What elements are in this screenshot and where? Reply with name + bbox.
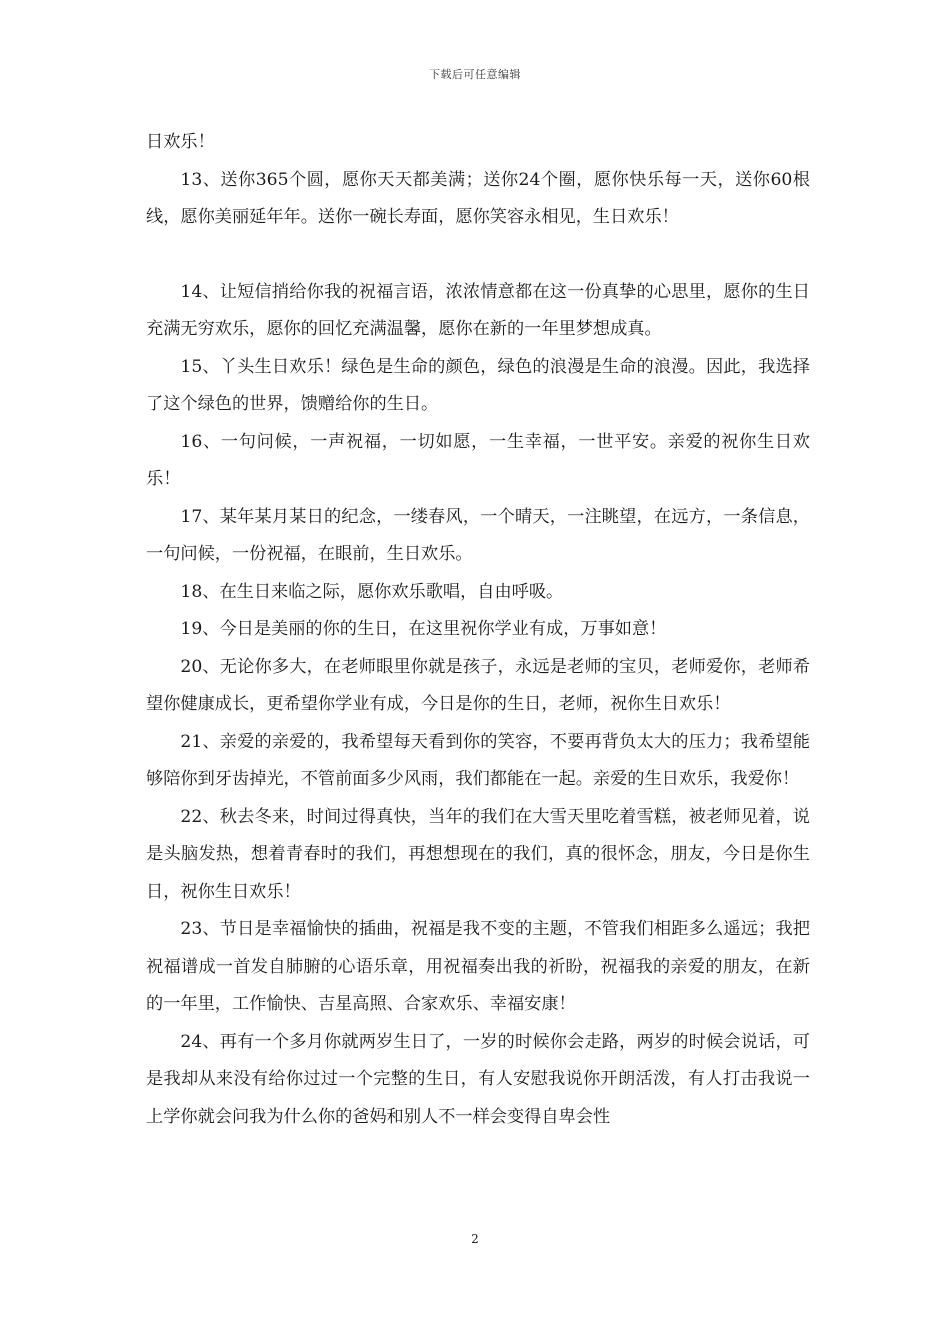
- paragraph-15: 15、丫头生日欢乐！绿色是生命的颜色，绿色的浪漫是生命的浪漫。因此，我选择了这个绿色的世界，馈赠给你的生日。: [146, 356, 810, 414]
- page-number: 2: [471, 1232, 479, 1246]
- paragraph-23: 23、节日是幸福愉快的插曲，祝福是我不变的主题，不管我们相距多么遥远；我把祝福谱成一首发自肺腑的心语乐章，用祝福奏出我的祈盼，祝福我的亲爱的朋友，在新的一年里，工作愉快、吉星高照、合家欢乐、幸福安康！: [146, 919, 810, 1014]
- paragraph-22: 22、秋去冬来，时间过得真快，当年的我们在大雪天里吃着雪糕，被老师见着，说是头脑发热，想着青春时的我们，再想想现在的我们，真的很怀念，朋友，今日是你生日，祝你生日欢乐！: [146, 806, 810, 902]
- paragraph-continuation: 日欢乐！: [146, 132, 215, 152]
- paragraph-19: 19、今日是美丽的你的生日，在这里祝你学业有成，万事如意！: [180, 619, 667, 639]
- paragraph-21: 21、亲爱的亲爱的，我希望每天看到你的笑容，不要再背负太大的压力；我希望能够陪你到牙齿掉光，不管前面多少风雨，我们都能在一起。亲爱的生日欢乐，我爱你！: [146, 731, 810, 789]
- document-body: [146, 124, 810, 1136]
- paragraph-18: 18、在生日来临之际，愿你欢乐歌唱，自由呼吸。: [180, 581, 564, 602]
- page-header-note: 下载后可任意编辑: [429, 68, 521, 81]
- paragraph-20: 20、无论你多大，在老师眼里你就是孩子，永远是老师的宝贝，老师爱你，老师希望你健康成长，更希望你学业有成，今日是你的生日，老师，祝你生日欢乐！: [146, 656, 810, 714]
- paragraph-17: 17、某年某月某日的纪念，一缕春风，一个晴天，一注眺望，在远方，一条信息，一句问候，一份祝福，在眼前，生日欢乐。: [146, 506, 810, 564]
- paragraph-16: 16、一句问候，一声祝福，一切如愿，一生幸福，一世平安。亲爱的祝你生日欢乐！: [146, 431, 810, 489]
- paragraph-14: 14、让短信捎给你我的祝福言语，浓浓情意都在这一份真挚的心思里，愿你的生日充满无穷欢乐，愿你的回忆充满温馨，愿你在新的一年里梦想成真。: [146, 281, 810, 339]
- paragraph-13: 13、送你365个圆，愿你天天都美满；送你24个圈，愿你快乐每一天，送你60根线，愿你美丽延年年。送你一碗长寿面，愿你笑容永相见，生日欢乐！: [146, 169, 810, 227]
- paragraph-24: 24、再有一个多月你就两岁生日了，一岁的时候你会走路，两岁的时候会说话，可是我却从来没有给你过过一个完整的生日，有人安慰我说你开朗活泼，有人打击我说一上学你就会问我为什么你的爸妈和别人不一样会变得自卑会性: [146, 1031, 810, 1127]
